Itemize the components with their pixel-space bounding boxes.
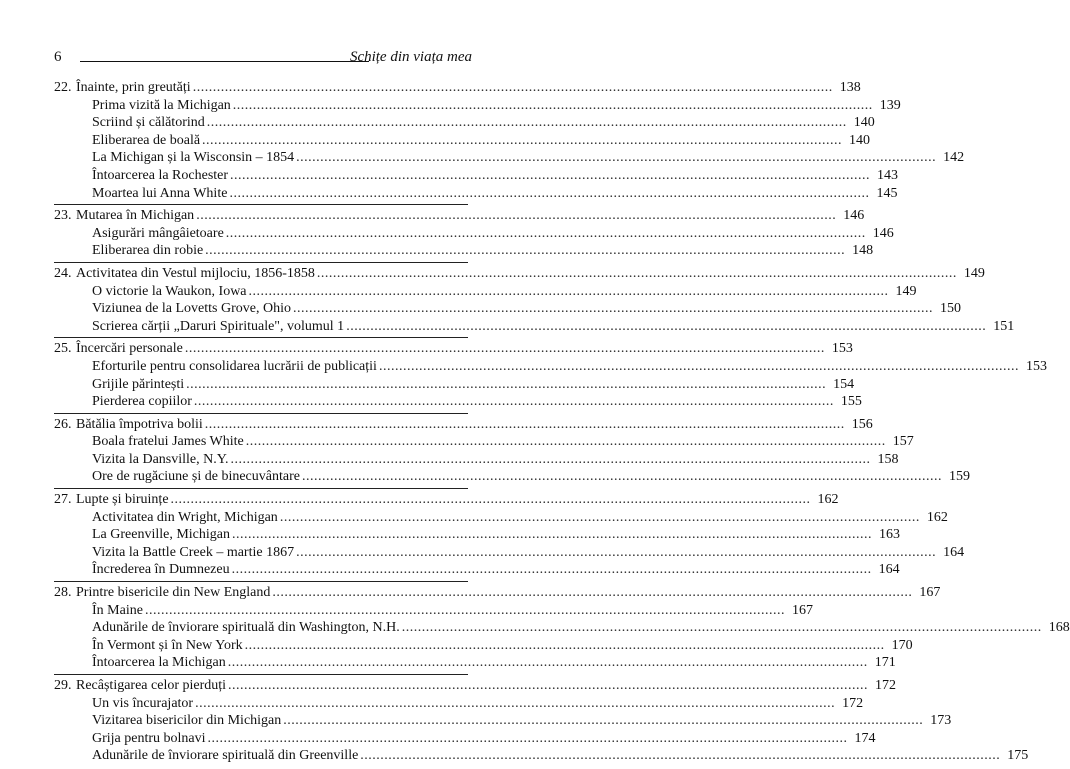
toc-section-entry bbox=[54, 747, 1029, 765]
toc-chapter-entry bbox=[54, 584, 941, 602]
dot-leader bbox=[232, 526, 872, 544]
section-page-number: 162 bbox=[926, 509, 948, 525]
section-page-number: 143 bbox=[877, 167, 899, 183]
dot-leader bbox=[194, 393, 834, 411]
section-title: Activitatea din Wright, Michigan bbox=[92, 509, 278, 525]
chapter-title: Încercări personale bbox=[76, 341, 183, 357]
chapter-number: 24. bbox=[54, 265, 72, 281]
toc-chapter bbox=[54, 491, 965, 582]
running-title: Schițe din viața mea bbox=[349, 49, 472, 65]
section-title: Eforturile pentru consolidarea lucrării de publicații bbox=[92, 358, 377, 374]
chapter-title: Bătălia împotriva bolii bbox=[76, 416, 203, 432]
dot-leader bbox=[296, 149, 936, 167]
dot-leader bbox=[302, 468, 942, 486]
toc-chapter bbox=[54, 207, 894, 263]
toc-section-entry bbox=[54, 433, 914, 451]
dot-leader bbox=[280, 509, 920, 527]
section-page-number: 167 bbox=[791, 602, 813, 618]
toc-section-entry bbox=[54, 283, 917, 301]
toc-chapter bbox=[54, 416, 970, 489]
chapter-page-number: 149 bbox=[963, 265, 985, 281]
chapter-title: Lupte și biruințe bbox=[76, 492, 169, 508]
section-title: Scriind și călătorind bbox=[92, 115, 205, 131]
chapter-page-number: 153 bbox=[831, 341, 853, 357]
dot-leader bbox=[202, 132, 842, 150]
dot-leader bbox=[226, 225, 866, 243]
section-page-number: 153 bbox=[1025, 358, 1047, 374]
dot-leader bbox=[246, 433, 886, 451]
dot-leader bbox=[317, 265, 957, 283]
toc-section-entry bbox=[54, 97, 901, 115]
section-title: Asigurări mângâietoare bbox=[92, 225, 224, 241]
toc-chapter-entry bbox=[54, 677, 897, 695]
chapter-title: Recâștigarea celor pierduți bbox=[76, 678, 227, 693]
dot-leader bbox=[205, 416, 845, 434]
section-page-number: 174 bbox=[854, 730, 876, 746]
section-title: Adunările de înviorare spirituală din Greenville bbox=[92, 748, 359, 764]
section-page-number: 150 bbox=[940, 301, 961, 317]
section-title: Pierderea copiilor bbox=[92, 394, 192, 410]
section-page-number: 154 bbox=[833, 376, 855, 392]
section-title: Moartea lui Anna White bbox=[92, 185, 228, 201]
page-number: 6 bbox=[54, 49, 62, 65]
toc-section-entry bbox=[54, 468, 970, 486]
dot-leader bbox=[293, 300, 933, 318]
chapter-number: 22. bbox=[54, 80, 72, 95]
dot-leader bbox=[185, 340, 825, 358]
dot-leader bbox=[402, 619, 1042, 637]
section-title: Scrierea cărții „Daruri Spirituale", volumul 1 bbox=[92, 318, 345, 334]
toc-section-entry bbox=[54, 561, 900, 579]
section-title: În Maine bbox=[92, 602, 143, 618]
section-page-number: 158 bbox=[877, 451, 899, 467]
toc-section-entry bbox=[54, 712, 952, 730]
section-page-number: 140 bbox=[853, 115, 875, 131]
toc-section-entry bbox=[54, 654, 896, 672]
toc-chapter-entry bbox=[54, 416, 873, 434]
dot-leader bbox=[196, 207, 836, 225]
chapter-number: 28. bbox=[54, 585, 72, 601]
chapter-number: 29. bbox=[54, 678, 72, 693]
section-title: Întoarcerea la Rochester bbox=[92, 167, 229, 183]
dot-leader bbox=[272, 584, 912, 602]
section-page-number: 168 bbox=[1048, 620, 1070, 636]
section-title: Grijile părintești bbox=[92, 376, 185, 392]
dot-leader bbox=[171, 491, 811, 509]
toc-section-entry bbox=[54, 318, 1015, 336]
section-title: Adunările de înviorare spirituală din Washington, N.H. bbox=[92, 620, 400, 636]
section-title: Eliberarea din robie bbox=[92, 243, 204, 259]
section-title: Vizita la Dansville, N.Y. bbox=[92, 451, 229, 467]
chapter-page-number: 146 bbox=[843, 208, 865, 224]
section-page-number: 170 bbox=[891, 637, 913, 653]
toc-section-entry bbox=[54, 225, 894, 243]
toc-chapter bbox=[54, 584, 1070, 675]
section-title: În Vermont și în New York bbox=[92, 637, 243, 653]
section-title: Încrederea în Dumnezeu bbox=[92, 562, 230, 578]
header-rule bbox=[80, 61, 369, 62]
section-page-number: 146 bbox=[872, 225, 894, 241]
dot-leader bbox=[230, 167, 870, 185]
section-page-number: 139 bbox=[879, 97, 901, 113]
toc-chapter-entry bbox=[54, 79, 861, 97]
dot-leader bbox=[296, 544, 936, 562]
toc-chapter-entry bbox=[54, 207, 865, 225]
toc-chapter-entry bbox=[54, 265, 985, 283]
toc-section-entry bbox=[54, 358, 1047, 376]
section-page-number: 142 bbox=[943, 150, 965, 166]
section-page-number: 159 bbox=[948, 469, 970, 485]
chapter-title: Înainte, prin greutăți bbox=[76, 80, 191, 95]
section-page-number: 175 bbox=[1007, 748, 1029, 764]
chapter-number: 27. bbox=[54, 492, 72, 508]
page-header bbox=[54, 47, 472, 67]
toc-section-entry bbox=[54, 695, 864, 713]
toc-section-entry bbox=[54, 619, 1070, 637]
toc-chapter bbox=[54, 677, 1029, 767]
section-page-number: 140 bbox=[849, 132, 871, 148]
section-page-number: 163 bbox=[879, 527, 901, 543]
toc-section-entry bbox=[54, 300, 961, 318]
toc-section-entry bbox=[54, 730, 876, 748]
toc-section-entry bbox=[54, 526, 901, 544]
dot-leader bbox=[249, 283, 889, 301]
dot-leader bbox=[379, 358, 1019, 376]
section-title: Boala fratelui James White bbox=[92, 434, 244, 450]
toc-section-entry bbox=[54, 167, 899, 185]
dot-leader bbox=[195, 695, 835, 713]
chapter-number: 26. bbox=[54, 416, 72, 432]
toc-section-entry bbox=[54, 451, 899, 469]
toc-chapter-entry bbox=[54, 340, 853, 358]
toc-section-entry bbox=[54, 376, 855, 394]
section-title: Ore de rugăciune și de binecuvântare bbox=[92, 469, 300, 485]
section-page-number: 145 bbox=[876, 185, 898, 201]
toc-section-entry bbox=[54, 602, 813, 620]
section-title: Întoarcerea la Michigan bbox=[92, 655, 226, 671]
toc-section-entry bbox=[54, 637, 913, 655]
toc-section-entry bbox=[54, 544, 965, 562]
section-page-number: 148 bbox=[852, 243, 874, 259]
dot-leader bbox=[228, 654, 868, 672]
chapter-page-number: 167 bbox=[919, 585, 941, 601]
chapter-number: 25. bbox=[54, 341, 72, 357]
section-title: Vizitarea bisericilor din Michigan bbox=[92, 713, 282, 729]
toc-section-entry bbox=[54, 132, 871, 150]
section-page-number: 155 bbox=[840, 394, 862, 410]
chapter-page-number: 138 bbox=[839, 80, 861, 95]
dot-leader bbox=[145, 602, 785, 620]
section-title: Vizita la Battle Creek – martie 1867 bbox=[92, 544, 295, 560]
toc-section-entry bbox=[54, 393, 862, 411]
toc-section-entry bbox=[54, 114, 875, 132]
dot-leader bbox=[207, 114, 847, 132]
toc-section-entry bbox=[54, 149, 965, 167]
toc-section-entry bbox=[54, 509, 948, 527]
dot-leader bbox=[228, 677, 868, 695]
toc-section-entry bbox=[54, 185, 898, 203]
section-page-number: 173 bbox=[930, 713, 952, 729]
section-page-number: 171 bbox=[874, 655, 896, 671]
chapter-number: 23. bbox=[54, 208, 72, 224]
toc-chapter bbox=[54, 340, 1047, 413]
chapter-title: Mutarea în Michigan bbox=[76, 208, 195, 224]
dot-leader bbox=[360, 747, 1000, 765]
chapter-page-number: 156 bbox=[851, 416, 873, 432]
table-of-contents bbox=[54, 79, 1070, 769]
section-page-number: 151 bbox=[993, 318, 1015, 334]
dot-leader bbox=[229, 185, 869, 203]
section-page-number: 164 bbox=[878, 562, 900, 578]
section-page-number: 164 bbox=[943, 544, 965, 560]
dot-leader bbox=[231, 451, 871, 469]
toc-chapter bbox=[54, 79, 965, 205]
dot-leader bbox=[193, 79, 833, 97]
chapter-page-number: 172 bbox=[875, 678, 897, 693]
section-title: Viziunea de la Lovetts Grove, Ohio bbox=[92, 301, 291, 317]
dot-leader bbox=[245, 637, 885, 655]
dot-leader bbox=[232, 561, 872, 579]
toc-section-entry bbox=[54, 242, 874, 260]
section-title: O victorie la Waukon, Iowa bbox=[92, 283, 247, 299]
chapter-title: Activitatea din Vestul mijlociu, 1856-1858 bbox=[76, 265, 315, 281]
toc-chapter-entry bbox=[54, 491, 839, 509]
section-title: Un vis încurajator bbox=[92, 695, 194, 711]
dot-leader bbox=[186, 376, 826, 394]
dot-leader bbox=[283, 712, 923, 730]
dot-leader bbox=[208, 730, 848, 748]
section-title: La Michigan și la Wisconsin – 1854 bbox=[92, 150, 295, 166]
dot-leader bbox=[346, 318, 986, 336]
toc-chapter bbox=[54, 265, 1015, 338]
section-title: Prima vizită la Michigan bbox=[92, 97, 231, 113]
chapter-page-number: 162 bbox=[817, 492, 839, 508]
section-page-number: 172 bbox=[842, 695, 864, 711]
section-title: Grija pentru bolnavi bbox=[92, 730, 206, 746]
section-title: Eliberarea de boală bbox=[92, 132, 201, 148]
section-page-number: 149 bbox=[895, 283, 917, 299]
dot-leader bbox=[205, 242, 845, 260]
section-title: La Greenville, Michigan bbox=[92, 527, 231, 543]
dot-leader bbox=[233, 97, 873, 115]
chapter-title: Printre bisericile din New England bbox=[76, 585, 271, 601]
section-page-number: 157 bbox=[892, 434, 914, 450]
